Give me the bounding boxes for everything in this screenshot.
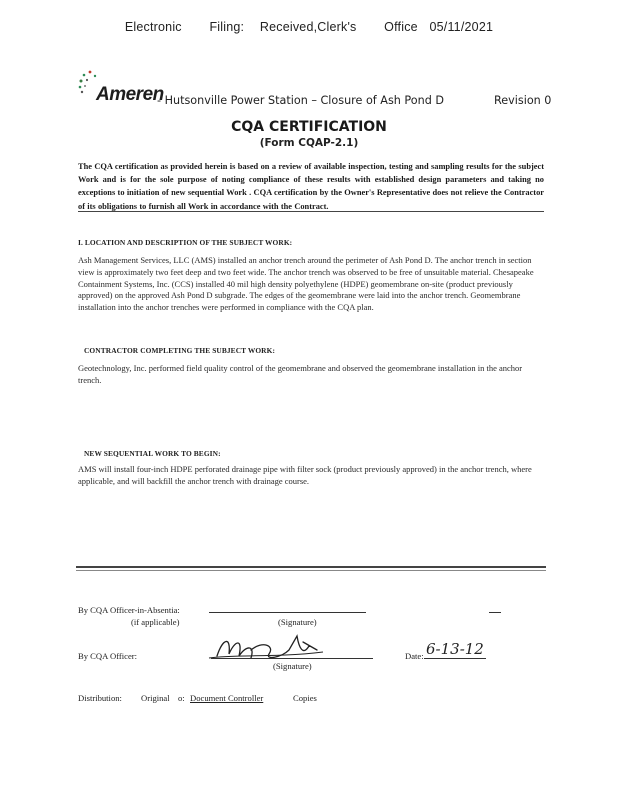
stamp-filing: Filing: xyxy=(209,20,245,34)
distribution-label: Distribution: xyxy=(78,693,122,703)
intro-statement: The CQA certification as provided herein is based on a review of available inspection, testing and sampling results for the subject Work and is for the sole purpose of noting compliance of these results with established design parameters and taking no exceptions to initiation of new sequential Work . CQA certification by the Owner's Representative does not relieve the Contractor of its obligations to furnish all Work in accordance with the Contract. xyxy=(78,162,544,211)
section-body-contractor: Geotechnology, Inc. performed field quality control of the geomembrane and observed the geomembrane installation in the anchor trench. xyxy=(78,363,523,385)
revision-label: Revision 0 xyxy=(494,94,552,107)
absentia-date-line[interactable] xyxy=(489,612,501,613)
officer-label: By CQA Officer: xyxy=(78,651,138,661)
date-value: 6-13-12 xyxy=(426,640,484,658)
station-title: - Hutsonville Power Station – Closure of Ash Pond D xyxy=(157,94,444,107)
section-body-location: Ash Management Services, LLC (AMS) installed an anchor trench around the perimeter of Ash Pond D. The anchor trench in section view is approximately two feet deep and two feet wide. The anchor trench was observed to be free of unsuitable material. Chesapeake Containment Systems, Inc. (CCS) installed 40 mil high density polyethylene (HDPE) geomembrane on-site (product previously approved) on the approved Ash Pond D subgrade. The edges of the geomembrane were laid into the anchor trench. Geomembrane installation into the anchor trenches were performed in compliance with the CQA plan. xyxy=(78,255,534,313)
filing-stamp xyxy=(0,20,618,34)
logo-text: Ameren xyxy=(96,84,164,105)
stamp-received: Received,Clerk's xyxy=(259,20,357,34)
page-title: CQA CERTIFICATION xyxy=(231,119,387,135)
section-heading-location: I. LOCATION AND DESCRIPTION OF THE SUBJECT WORK: xyxy=(78,238,293,247)
ameren-logo xyxy=(76,68,166,108)
date-label: Date: xyxy=(405,651,424,661)
divider-bottom xyxy=(76,566,546,568)
if-applicable-label: (if applicable) xyxy=(131,617,180,627)
signature-caption-2: (Signature) xyxy=(273,661,312,671)
officer-in-absentia-label: By CQA Officer-in-Absentia: xyxy=(78,605,180,615)
distribution-copies: Copies xyxy=(293,693,317,703)
section-body-new-work: AMS will install four-inch HDPE perforated drainage pipe with filter sock (product previously approved) in the anchor trench, where applicable, and will backfill the anchor trench with drainage course. xyxy=(78,464,532,486)
section-heading-contractor: CONTRACTOR COMPLETING THE SUBJECT WORK: xyxy=(84,346,276,355)
stamp-date: 05/11/2021 xyxy=(429,20,494,34)
signature-caption-1: (Signature) xyxy=(278,617,317,627)
date-line[interactable] xyxy=(424,658,486,659)
distribution-controller: Document Controller xyxy=(190,693,264,703)
distribution-to: o: xyxy=(178,693,185,703)
form-number: (Form CQAP-2.1) xyxy=(259,137,359,149)
divider-top xyxy=(78,211,544,212)
distribution-original: Original xyxy=(141,693,170,703)
divider-bottom-thin xyxy=(76,570,546,571)
officer-signature-line[interactable] xyxy=(211,658,373,659)
section-heading-new-work: NEW SEQUENTIAL WORK TO BEGIN: xyxy=(84,449,221,458)
stamp-office: Office xyxy=(384,20,418,34)
absentia-signature-line[interactable] xyxy=(209,612,366,613)
stamp-electronic: Electronic xyxy=(124,20,182,34)
